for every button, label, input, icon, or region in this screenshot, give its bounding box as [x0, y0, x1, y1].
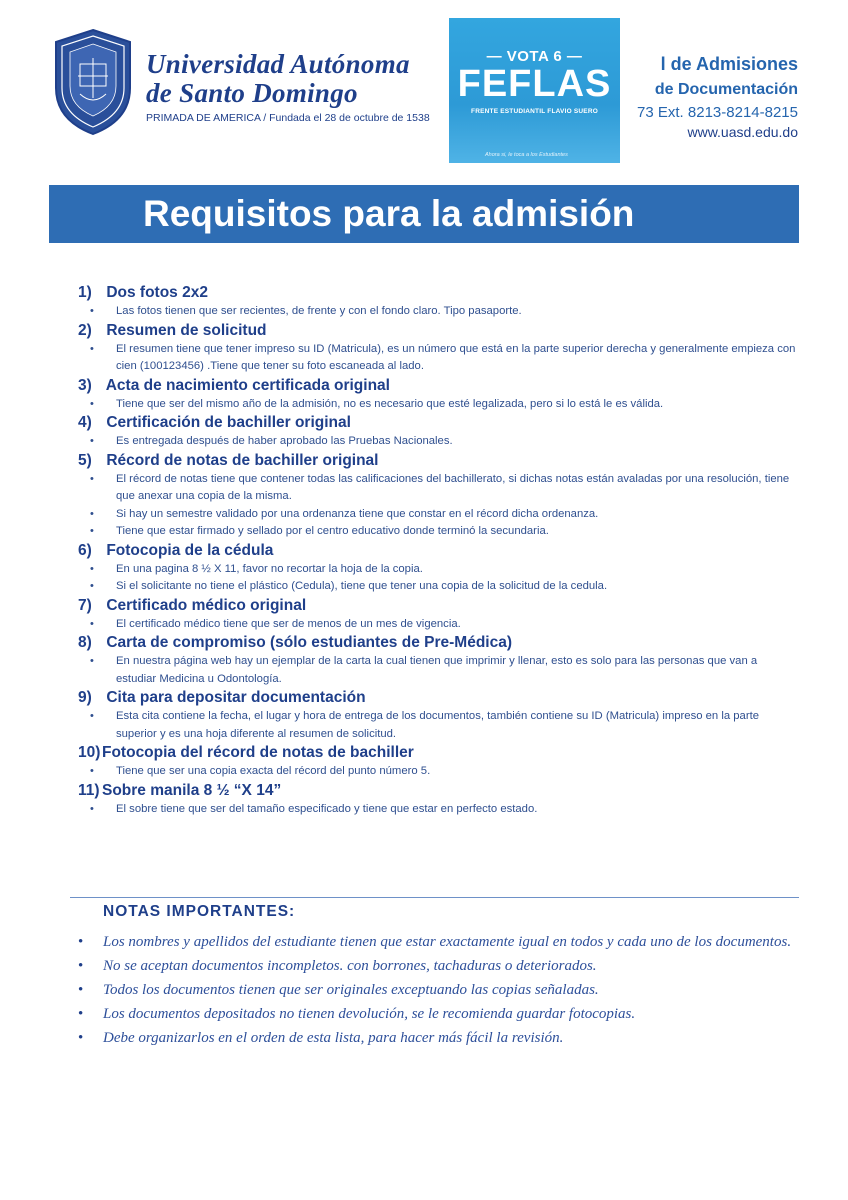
requirement-detail: • El récord de notas tiene que contener todas las calificaciones del bachillerato, si dichas notas están avaladas por una resolución, tiene que anexar una copia de la misma.	[78, 471, 800, 506]
requirement-detail: • El certificado médico tiene que ser de menos de un mes de vigencia.	[78, 616, 800, 634]
requirement-item	[78, 743, 800, 781]
requirement-title: Récord de notas de bachiller original	[106, 451, 379, 469]
requirement-number: 7)	[78, 596, 92, 614]
university-tagline: PRIMADA DE AMERICA / Fundada el 28 de octubre de 1538	[146, 112, 430, 124]
requirement-item	[78, 376, 800, 414]
requirement-number: 10)	[78, 744, 101, 761]
requirement-detail: • Tiene que ser del mismo año de la admisión, no es necesario que esté legalizada, pero si lo está le es válida.	[78, 396, 800, 414]
requirement-detail: • Si hay un semestre validado por una ordenanza tiene que constar en el récord dicha ordenanza.	[78, 506, 800, 524]
requirement-title: Sobre manila 8 ½ “X 14”	[102, 781, 282, 799]
requirement-detail: • El resumen tiene que tener impreso su ID (Matricula), es un número que está en la parte superior derecha y generalmente empieza con cien (100123456) .Tiene que tener su foto escaneada al lado.	[78, 341, 800, 376]
requirement-item	[78, 283, 800, 321]
requirement-number: 6)	[78, 541, 92, 559]
dept-website: www.uasd.edu.do	[687, 124, 798, 140]
requirement-item	[78, 688, 800, 743]
requirement-number: 2)	[78, 321, 92, 339]
requirements-list	[78, 283, 800, 818]
requirement-detail: • Es entregada después de haber aprobado las Pruebas Nacionales.	[78, 433, 800, 451]
requirement-number: 1)	[78, 284, 92, 301]
note-item: • Todos los documentos tienen que ser originales exceptuando las copias señaladas.	[78, 978, 800, 1002]
badge-brand-text: FEFLAS	[457, 63, 612, 105]
requirement-title: Fotocopia de la cédula	[106, 541, 274, 559]
page-title-banner: Requisitos para la admisión	[49, 185, 799, 243]
university-name-line1: Universidad Autónoma	[146, 49, 410, 79]
requirement-title: Certificación de bachiller original	[106, 414, 351, 431]
badge-vote-text: — VOTA 6 —	[486, 48, 583, 65]
note-item: • Los nombres y apellidos del estudiante tienen que estar exactamente igual en todos y cada uno de los documentos.	[78, 930, 800, 954]
requirement-item	[78, 596, 800, 634]
requirement-item	[78, 541, 800, 596]
requirement-item	[78, 633, 800, 688]
notes-title: NOTAS IMPORTANTES:	[103, 903, 296, 920]
requirement-number: 3)	[78, 376, 92, 394]
badge-subtitle: FRENTE ESTUDIANTIL FLAVIO SUERO	[471, 108, 598, 115]
requirement-number: 5)	[78, 451, 92, 469]
dept-phone: 73 Ext. 8213-8214-8215	[637, 104, 798, 121]
requirement-item	[78, 321, 800, 376]
badge-slogan: Ahora si, le toca a los Estudiantes	[485, 152, 568, 158]
requirement-detail: • Esta cita contiene la fecha, el lugar y hora de entrega de los documentos, también contiene su ID (Matricula) impreso en la parte superior y es una hoja diferente al resumen de solicitud.	[78, 708, 800, 743]
requirement-number: 9)	[78, 689, 92, 706]
requirement-title: Dos fotos 2x2	[106, 284, 208, 301]
dept-line-documentation: de Documentación	[654, 81, 798, 98]
requirement-title: Fotocopia del récord de notas de bachiller	[102, 744, 414, 761]
requirement-number: 8)	[78, 634, 92, 651]
notes-list	[78, 930, 800, 1050]
requirement-detail: • Las fotos tienen que ser recientes, de frente y con el fondo claro. Tipo pasaporte.	[78, 303, 800, 321]
note-item: • Los documentos depositados no tienen devolución, se le recomienda guardar fotocopias.	[78, 1002, 800, 1026]
requirement-detail: • El sobre tiene que ser del tamaño especificado y tiene que estar en perfecto estado.	[78, 801, 800, 819]
requirement-title: Certificado médico original	[106, 596, 307, 614]
university-name	[146, 50, 410, 108]
requirement-detail: • En nuestra página web hay un ejemplar de la carta la cual tienen que imprimir y llenar, esto es solo para las personas que van a estudiar Medicina u Odontología.	[78, 653, 800, 688]
requirement-title: Carta de compromiso (sólo estudiantes de Pre-Médica)	[106, 634, 512, 651]
dept-line-admissions: l de Admisiones	[660, 54, 798, 74]
requirement-item	[78, 451, 800, 541]
section-divider	[70, 897, 799, 898]
requirement-title: Resumen de solicitud	[106, 321, 267, 339]
requirement-detail: • Si el solicitante no tiene el plástico (Cedula), tiene que tener una copia de la solicitud de la cedula.	[78, 578, 800, 596]
note-item: • Debe organizarlos en el orden de esta lista, para hacer más fácil la revisión.	[78, 1026, 800, 1050]
requirement-number: 4)	[78, 414, 92, 431]
campaign-badge	[449, 18, 620, 163]
requirement-title: Acta de nacimiento certificada original	[105, 376, 390, 394]
note-item: • No se aceptan documentos incompletos. con borrones, tachaduras o deteriorados.	[78, 954, 800, 978]
requirement-item	[78, 781, 800, 819]
university-seal-icon	[52, 28, 134, 136]
requirement-detail: • Tiene que ser una copia exacta del récord del punto número 5.	[78, 763, 800, 781]
university-name-line2: de Santo Domingo	[146, 78, 358, 108]
requirement-title: Cita para depositar documentación	[106, 689, 366, 706]
requirement-number: 11)	[78, 781, 100, 799]
requirement-detail: • En una pagina 8 ½ X 11, favor no recortar la hoja de la copia.	[78, 561, 800, 579]
requirement-item	[78, 413, 800, 451]
requirement-detail: • Tiene que estar firmado y sellado por el centro educativo donde terminó la secundaria.	[78, 523, 800, 541]
